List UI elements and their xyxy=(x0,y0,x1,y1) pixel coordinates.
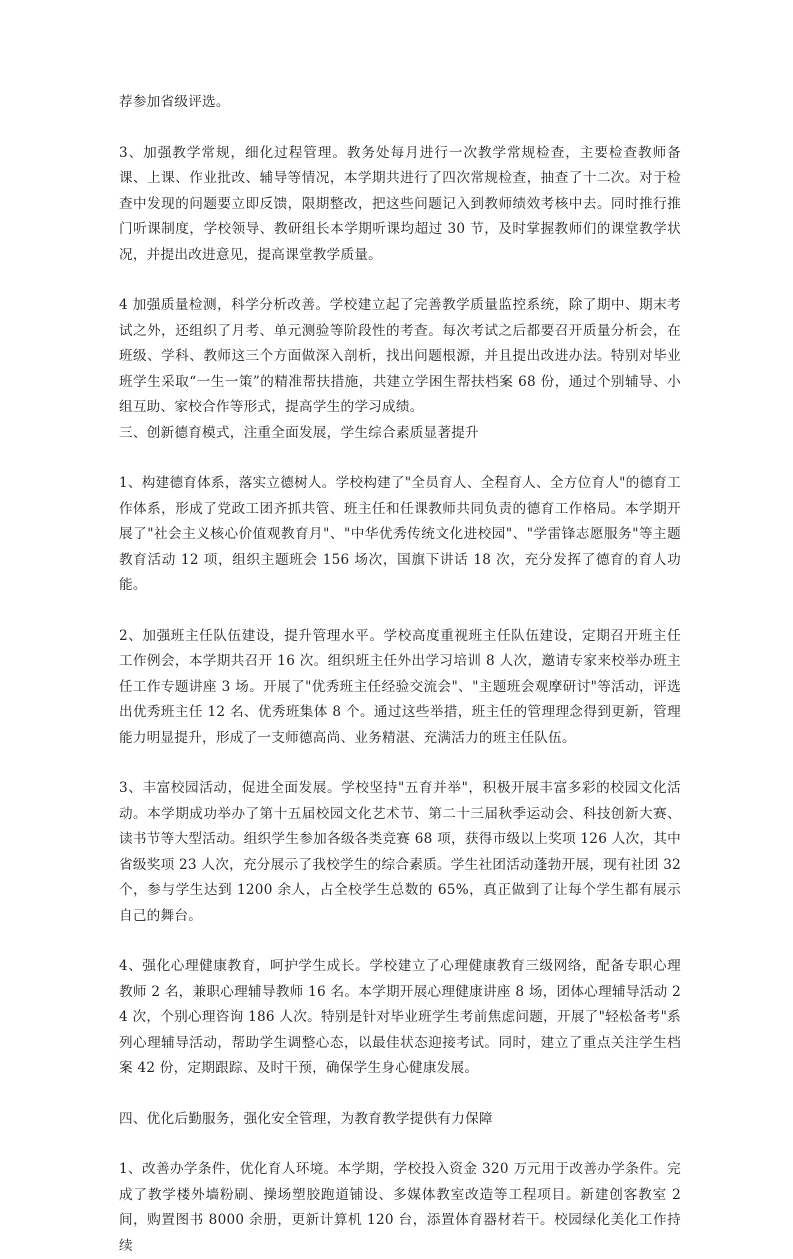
paragraph-intro-tail: 荐参加省级评选。 xyxy=(119,94,230,110)
paragraph-moral-system: 1、构建德育体系，落实立德树人。学校构建了"全员育人、全程育人、全方位育人"的德育工作体系，形成了党政工团齐抓共管、班主任和任课教师共同负责的德育工作格局。本学期开展了"社会主义核心价值观教育月"、"中华优秀传统文化进校园"、"学雷锋志愿服务"等主题教育活动 12 项，组织主题班会 156 场次，国旗下讲话 18 次，充分发挥了德育的育人功能。 xyxy=(119,475,681,593)
section-heading-moral-education: 三、创新德育模式，注重全面发展，学生综合素质显著提升 xyxy=(119,424,479,441)
paragraph-class-teacher-team: 2、加强班主任队伍建设，提升管理水平。学校高度重视班主任队伍建设，定期召开班主任工作例会，本学期共召开 16 次。组织班主任外出学习培训 8 人次，邀请专家来校举办班主任工作专题讲座 3 场。开展了"优秀班主任经验交流会"、"主题班会观摩研讨"等活动，评选出优秀班主任 12 名、优秀班集体 8 个。通过这些举措，班主任的管理理念得到更新，管理能力明显提升，形成了一支师德高尚、业务精湛、充满活力的班主任队伍。 xyxy=(119,627,681,746)
paragraph-mental-health: 4、强化心理健康教育，呵护学生成长。学校建立了心理健康教育三级网络，配备专职心理教师 2 名，兼职心理辅导教师 16 名。本学期开展心理健康讲座 8 场，团体心理辅导活动 24 次，个别心理咨询 186 人次。特别是针对毕业班学生考前焦虑问题，开展了"轻松备考"系列心理辅导活动，帮助学生调整心态，以最佳状态迎接考试。同时，建立了重点关注学生档案 42 份，定期跟踪、及时干预，确保学生身心健康发展。 xyxy=(119,958,681,1076)
paragraph-campus-activities: 3、丰富校园活动，促进全面发展。学校坚持"五育并举"，积极开展丰富多彩的校园文化活动。本学期成功举办了第十五届校园文化艺术节、第二十三届秋季运动会、科技创新大赛、读书节等大型活动。组织学生参加各级各类竞赛 68 项，获得市级以上奖项 126 人次，其中省级奖项 23 人次，充分展示了我校学生的综合素质。学生社团活动蓬勃开展，现有社团 32 个，参与学生达到 1200 余人，占全校学生总数的 65%，真正做到了让每个学生都有展示自己的舞台。 xyxy=(119,780,681,924)
paragraph-quality-testing: 4 加强质量检测，科学分析改善。学校建立起了完善教学质量监控系统，除了期中、期末考试之外，还组织了月考、单元测验等阶段性的考查。每次考试之后都要召开质量分析会，在班级、学科、教师这三个方面做深入剖析，找出问题根源，并且提出改进办法。特别对毕业班学生采取“一生一策”的精准帮扶措施，共建立学困生帮扶档案 68 份，通过个别辅导、小组互助、家校合作等形式，提高学生的学习成绩。 xyxy=(119,297,681,415)
section-heading-logistics: 四、优化后勤服务，强化安全管理，为教育教学提供有力保障 xyxy=(119,1110,493,1127)
paragraph-school-conditions: 1、改善办学条件，优化育人环境。本学期，学校投入资金 320 万元用于改善办学条件。完成了教学楼外墙粉刷、操场塑胶跑道铺设、多媒体教室改造等工程项目。新建创客教室 2 间，购置图书 8000 余册，更新计算机 120 台，添置体育器材若干。校园绿化美化工作持续 xyxy=(119,1161,681,1254)
document-page xyxy=(119,90,681,1259)
paragraph-teaching-routine: 3、加强教学常规，细化过程管理。教务处每月进行一次教学常规检查，主要检查教师备课、上课、作业批改、辅导等情况，本学期共进行了四次常规检查，抽查了十二次。对于检查中发现的问题要立即反馈，限期整改，把这些问题记入到教师绩效考核中去。同时推行推门听课制度，学校领导、教研组长本学期听课均超过 30 节，及时掌握教师们的课堂教学状况，并提出改进意见，提高课堂教学质量。 xyxy=(119,144,681,263)
